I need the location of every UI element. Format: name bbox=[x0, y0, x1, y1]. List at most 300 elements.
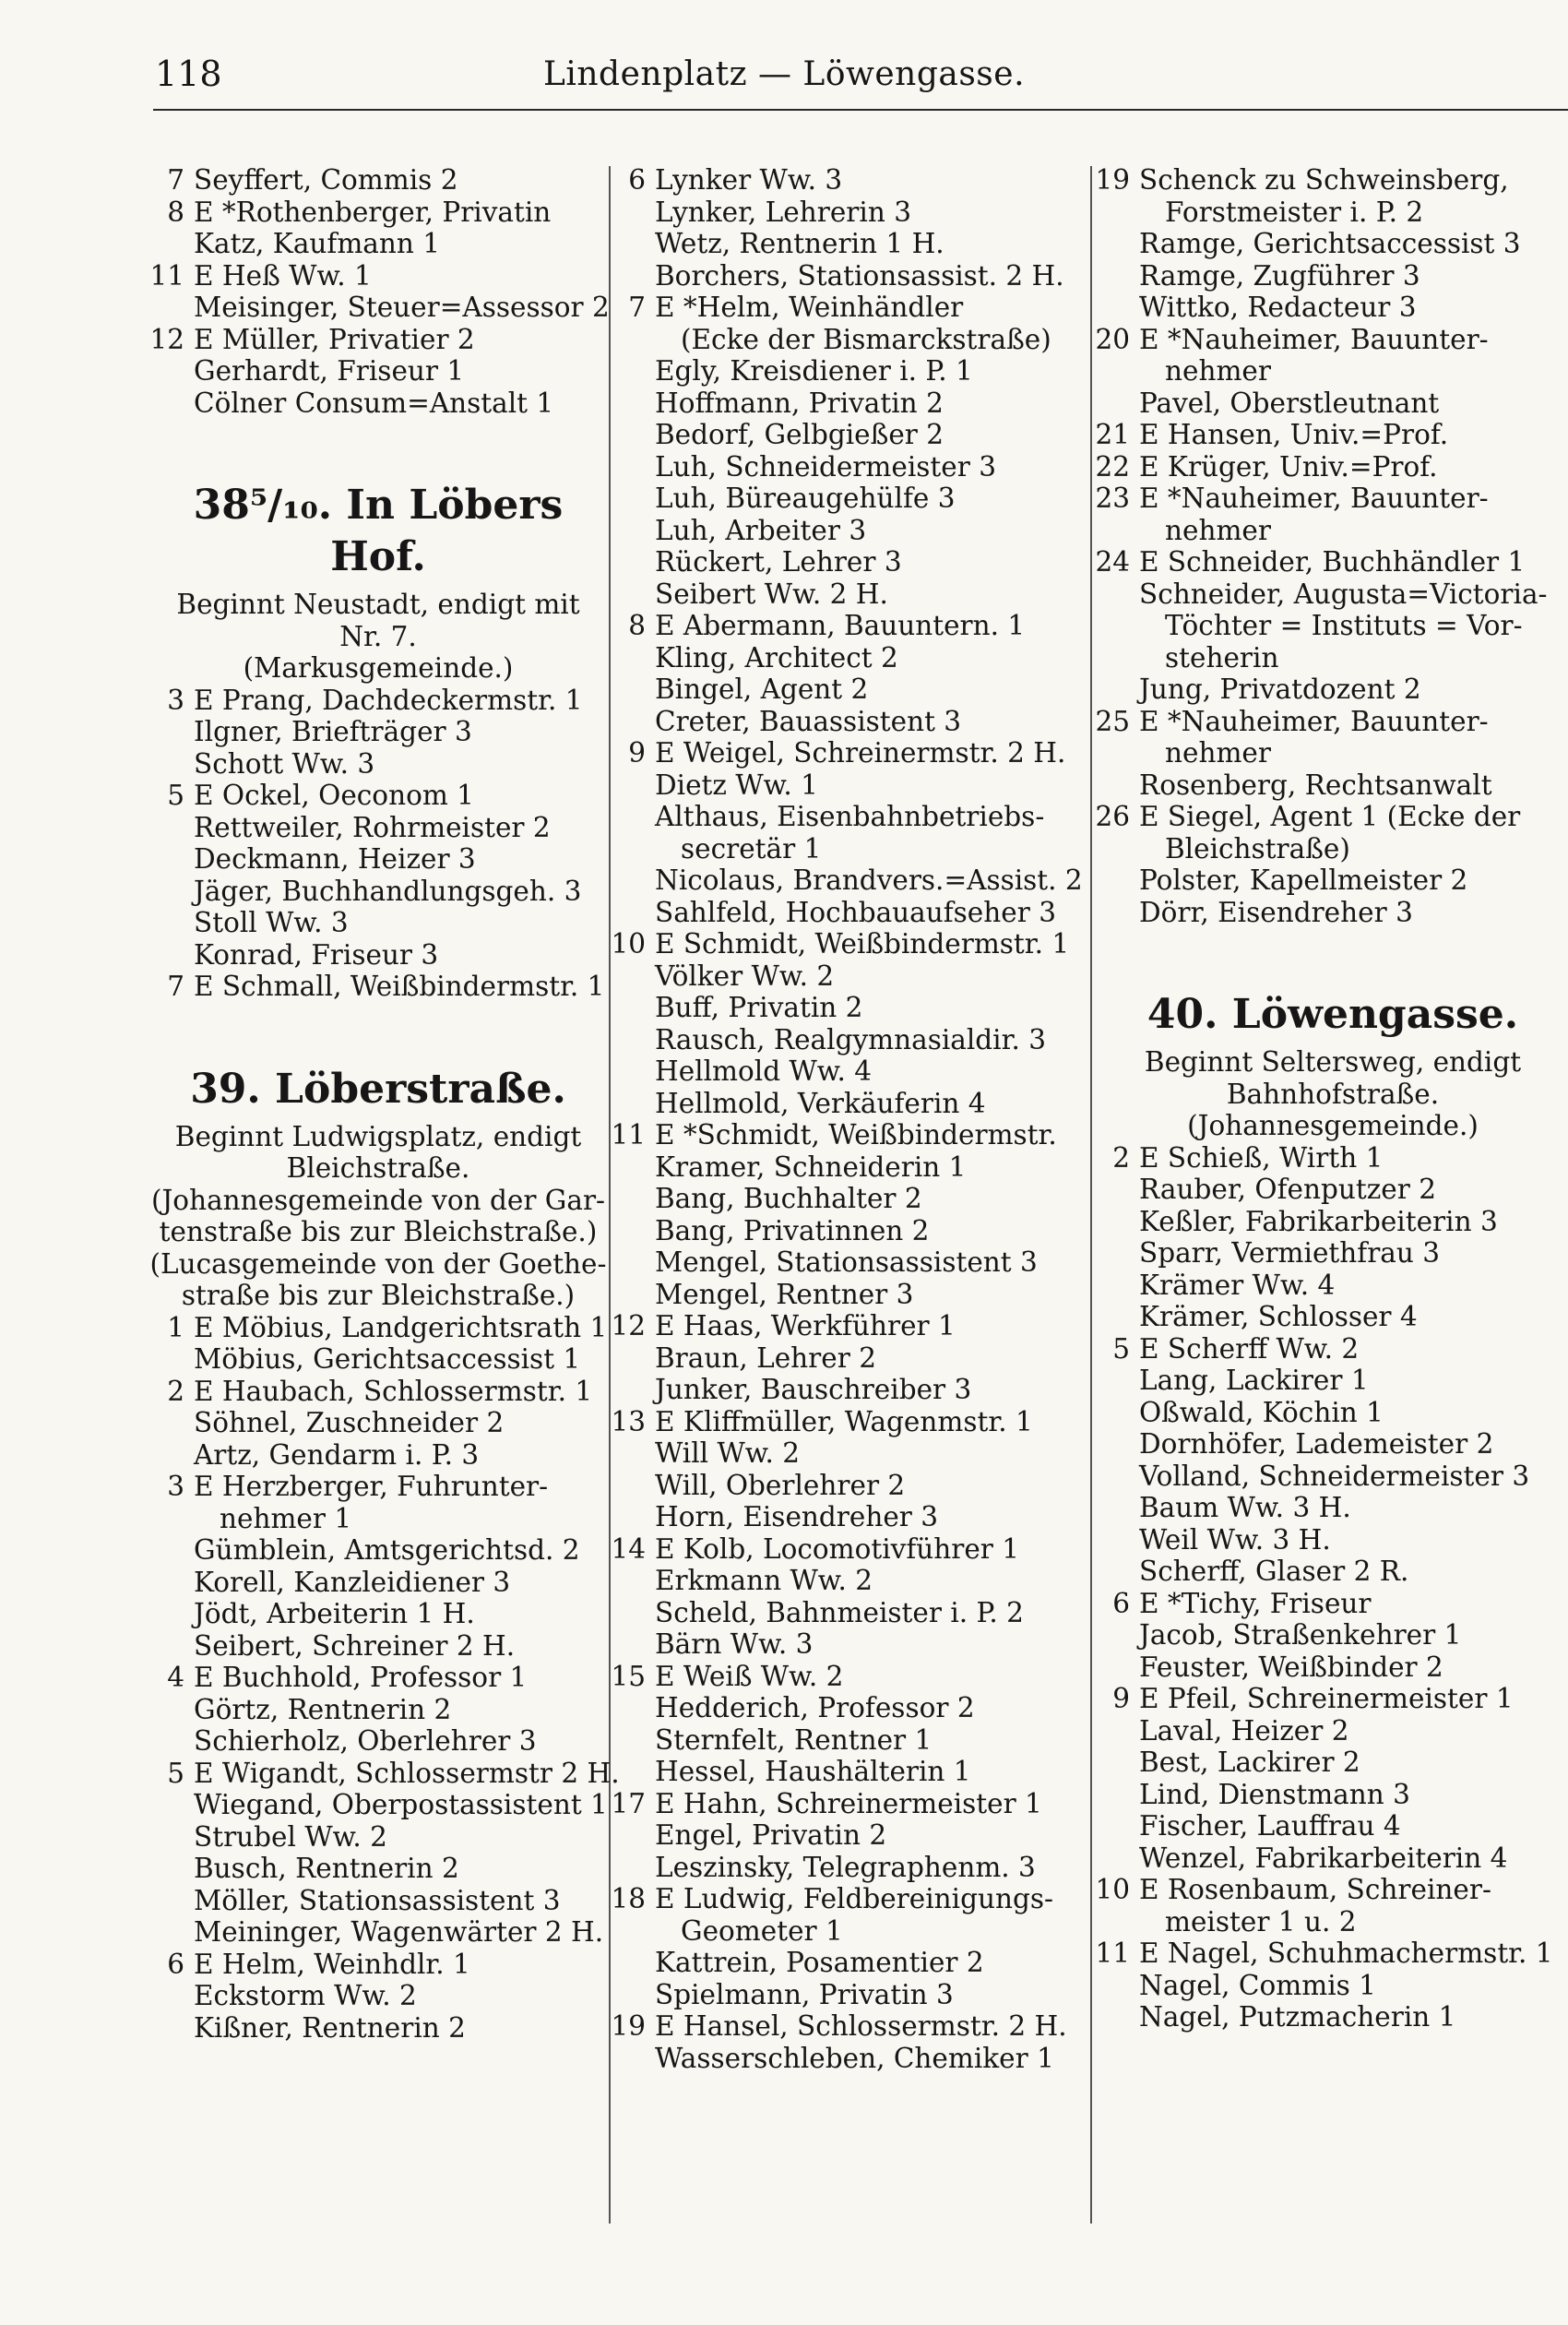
directory-entry bbox=[148, 1503, 609, 1535]
directory-entry bbox=[609, 1692, 1088, 1724]
resident-text: Will, Oberlehrer 2 bbox=[655, 1469, 906, 1501]
resident-text: Jödt, Arbeiterin 1 H. bbox=[194, 1598, 475, 1629]
directory-entry bbox=[609, 164, 1088, 197]
resident-text: Junker, Bauschreiber 3 bbox=[655, 1374, 972, 1405]
directory-entry bbox=[609, 1724, 1088, 1757]
directory-entry bbox=[1093, 1810, 1568, 1842]
resident-text: E Nagel, Schuhmachermstr. 1 bbox=[1139, 1938, 1553, 1969]
resident-text: Luh, Schneidermeister 3 bbox=[655, 450, 996, 483]
house-number: 14 bbox=[611, 1532, 646, 1565]
resident-text: Kramer, Schneiderin 1 bbox=[655, 1151, 967, 1183]
directory-entry bbox=[609, 1342, 1088, 1375]
directory-entry bbox=[609, 1024, 1088, 1056]
resident-text: Sahlfeld, Hochbauaufseher 3 bbox=[655, 896, 1056, 928]
resident-text: Lynker, Lehrerin 3 bbox=[655, 196, 911, 228]
directory-entry bbox=[1093, 769, 1568, 802]
directory-entry bbox=[1093, 1906, 1568, 1938]
house-number: 11 bbox=[611, 1119, 646, 1151]
directory-entry bbox=[148, 1439, 609, 1472]
resident-text: Möller, Stationsassistent 3 bbox=[194, 1884, 561, 1916]
directory-entry bbox=[148, 748, 609, 781]
directory-entry bbox=[148, 1757, 620, 1790]
directory-entry bbox=[609, 1470, 1088, 1502]
resident-text: Baum Ww. 3 H. bbox=[1139, 1492, 1351, 1523]
directory-entry bbox=[1093, 451, 1568, 483]
resident-text: E Hansel, Schlossermstr. 2 H. bbox=[655, 2010, 1067, 2042]
directory-entry bbox=[148, 939, 609, 972]
directory-entry bbox=[148, 1949, 609, 1981]
directory-entry bbox=[148, 1343, 609, 1376]
column-divider bbox=[1090, 166, 1092, 2224]
resident-text: E Schmidt, Weißbindermstr. 1 bbox=[655, 928, 1070, 960]
house-number: 8 bbox=[628, 610, 646, 641]
directory-entry bbox=[609, 388, 1088, 420]
directory-entry bbox=[148, 197, 609, 229]
resident-text: E *Schmidt, Weißbindermstr. bbox=[655, 1119, 1057, 1151]
directory-entry bbox=[1093, 164, 1568, 197]
resident-text: Rückert, Lehrer 3 bbox=[655, 546, 902, 578]
directory-entry bbox=[609, 642, 1088, 674]
house-number: 20 bbox=[1095, 323, 1130, 355]
directory-entry bbox=[1093, 1619, 1568, 1651]
directory-entry bbox=[609, 992, 1088, 1024]
resident-text: E Hansen, Univ.=Prof. bbox=[1139, 419, 1449, 450]
resident-text: Sparr, Vermiethfrau 3 bbox=[1139, 1237, 1441, 1269]
directory-entry bbox=[609, 928, 1088, 960]
resident-text: Katz, Kaufmann 1 bbox=[194, 228, 441, 259]
directory-entry bbox=[609, 897, 1088, 929]
directory-entry bbox=[148, 907, 609, 939]
directory-entry bbox=[609, 355, 1088, 388]
directory-entry bbox=[148, 716, 609, 748]
resident-text: Völker Ww. 2 bbox=[655, 960, 835, 992]
resident-text: Pavel, Oberstleutnant bbox=[1139, 387, 1440, 419]
resident-text: Wenzel, Fabrikarbeiterin 4 bbox=[1139, 1842, 1508, 1874]
directory-entry bbox=[609, 324, 1088, 356]
house-number: 7 bbox=[167, 164, 184, 196]
resident-text: Söhnel, Zuschneider 2 bbox=[194, 1407, 505, 1438]
directory-entry bbox=[609, 769, 1088, 802]
spacer bbox=[148, 419, 609, 474]
directory-entry bbox=[1093, 1683, 1568, 1715]
directory-entry bbox=[1093, 1461, 1568, 1493]
resident-text: Ramge, Zugführer 3 bbox=[1139, 259, 1420, 292]
resident-text: Görtz, Rentnerin 2 bbox=[194, 1693, 452, 1725]
directory-entry bbox=[1093, 2001, 1568, 2033]
directory-entry bbox=[609, 2043, 1088, 2075]
directory-entry bbox=[1093, 578, 1568, 611]
resident-text: E Krüger, Univ.=Prof. bbox=[1139, 450, 1438, 483]
section-heading: 38⁵/₁₀. In Löbers Hof. bbox=[193, 482, 564, 580]
directory-entry bbox=[609, 419, 1088, 451]
resident-text: Dörr, Eisendreher 3 bbox=[1139, 896, 1413, 928]
resident-text: Keßler, Fabrikarbeiterin 3 bbox=[1139, 1205, 1498, 1237]
directory-entry bbox=[148, 260, 609, 292]
directory-entry bbox=[609, 228, 1088, 260]
resident-text: Lang, Lackirer 1 bbox=[1139, 1365, 1369, 1396]
resident-text: Best, Lackirer 2 bbox=[1139, 1747, 1360, 1778]
resident-text: Bang, Buchhalter 2 bbox=[655, 1183, 922, 1214]
resident-text: Dornhöfer, Lademeister 2 bbox=[1139, 1428, 1494, 1460]
house-number: 5 bbox=[1112, 1332, 1130, 1365]
directory-entry bbox=[1093, 1333, 1568, 1365]
directory-entry bbox=[609, 292, 1088, 324]
directory-entry bbox=[609, 515, 1088, 547]
directory-entry bbox=[1093, 801, 1568, 833]
directory-entry bbox=[609, 1279, 1088, 1311]
spacer bbox=[148, 1003, 609, 1058]
directory-entry bbox=[609, 1088, 1088, 1120]
resident-text: Jung, Privatdozent 2 bbox=[1139, 674, 1421, 705]
resident-text: E Schieß, Wirth 1 bbox=[1139, 1141, 1384, 1174]
resident-text: Creter, Bauassistent 3 bbox=[655, 705, 962, 737]
resident-text: E Heß Ww. 1 bbox=[194, 259, 372, 292]
resident-text: E Müller, Privatier 2 bbox=[194, 323, 475, 355]
directory-entry bbox=[148, 1916, 609, 1949]
directory-entry bbox=[1093, 1174, 1568, 1206]
resident-text: E Kliffmüller, Wagenmstr. 1 bbox=[655, 1405, 1033, 1437]
resident-text: Artz, Gendarm i. P. 3 bbox=[194, 1438, 480, 1471]
directory-entry bbox=[609, 1628, 1088, 1661]
directory-entry bbox=[609, 1788, 1088, 1820]
section-note: (Johannesgemeinde von der Gar- bbox=[150, 1184, 606, 1216]
directory-entry bbox=[1093, 642, 1568, 674]
resident-text: Nicolaus, Brandvers.=Assist. 2 bbox=[655, 864, 1083, 896]
resident-text: Mengel, Rentner 3 bbox=[655, 1278, 914, 1310]
resident-text: E Weiß Ww. 2 bbox=[655, 1660, 844, 1692]
directory-entry bbox=[148, 292, 609, 324]
directory-entry bbox=[609, 451, 1088, 483]
directory-entry bbox=[1093, 1237, 1568, 1270]
directory-entry bbox=[609, 801, 1088, 833]
resident-text: Geometer 1 bbox=[681, 1914, 843, 1947]
directory-entry bbox=[609, 1055, 1088, 1088]
house-number: 23 bbox=[1095, 483, 1130, 514]
resident-text: Rauber, Ofenputzer 2 bbox=[1139, 1174, 1436, 1205]
house-number: 7 bbox=[628, 292, 646, 323]
directory-entry bbox=[1093, 1651, 1568, 1684]
resident-text: Jäger, Buchhandlungsgeh. 3 bbox=[194, 875, 582, 907]
house-number: 2 bbox=[1112, 1141, 1130, 1174]
directory-entry bbox=[609, 1852, 1088, 1884]
resident-text: Konrad, Friseur 3 bbox=[194, 938, 439, 971]
directory-entry bbox=[1093, 1524, 1568, 1556]
resident-text: Bingel, Agent 2 bbox=[655, 674, 869, 705]
resident-text: Möbius, Gerichtsaccessist 1 bbox=[194, 1343, 581, 1375]
resident-text: meister 1 u. 2 bbox=[1165, 1905, 1357, 1938]
directory-entry bbox=[148, 1567, 609, 1599]
directory-entry bbox=[609, 1374, 1088, 1406]
resident-text: E Weigel, Schreinermstr. 2 H. bbox=[655, 737, 1066, 769]
directory-entry bbox=[1093, 674, 1568, 706]
directory-entry bbox=[148, 1789, 609, 1821]
column-left bbox=[148, 164, 620, 2044]
house-number: 9 bbox=[628, 737, 646, 769]
resident-text: Kißner, Rentnerin 2 bbox=[194, 2011, 466, 2044]
directory-entry bbox=[1093, 737, 1568, 769]
resident-text: E Kolb, Locomotivführer 1 bbox=[655, 1532, 1020, 1565]
directory-entry bbox=[1093, 1842, 1568, 1875]
resident-text: Eckstorm Ww. 2 bbox=[194, 1980, 417, 2011]
section-note: Beginnt Neustadt, endigt mit bbox=[176, 589, 580, 620]
directory-entry bbox=[609, 2010, 1088, 2043]
directory-entry bbox=[1093, 706, 1568, 738]
directory-entry bbox=[1093, 1365, 1568, 1397]
resident-text: E Möbius, Landgerichtsrath 1 bbox=[194, 1311, 608, 1343]
directory-entry bbox=[148, 1598, 609, 1630]
directory-entry bbox=[148, 1821, 609, 1854]
page-number: 118 bbox=[155, 54, 222, 94]
house-number: 25 bbox=[1095, 705, 1130, 737]
house-number: 12 bbox=[611, 1310, 646, 1341]
directory-entry bbox=[609, 1501, 1088, 1533]
directory-entry bbox=[609, 737, 1088, 769]
resident-text: Borchers, Stationsassist. 2 H. bbox=[655, 259, 1064, 292]
resident-text: Erkmann Ww. 2 bbox=[655, 1565, 873, 1596]
resident-text: Deckmann, Heizer 3 bbox=[194, 843, 476, 875]
resident-text: E *Nauheimer, Bauunter- bbox=[1139, 483, 1489, 514]
resident-text: Krämer Ww. 4 bbox=[1139, 1269, 1336, 1301]
section-note: Nr. 7. bbox=[339, 620, 417, 652]
resident-text: E Abermann, Bauuntern. 1 bbox=[655, 610, 1026, 641]
header-rule bbox=[153, 109, 1568, 111]
resident-text: Spielmann, Privatin 3 bbox=[655, 1978, 954, 2010]
resident-text: Polster, Kapellmeister 2 bbox=[1139, 864, 1468, 896]
resident-text: Cölner Consum=Anstalt 1 bbox=[194, 387, 554, 419]
resident-text: secretär 1 bbox=[681, 832, 822, 864]
resident-text: Korell, Kanzleidiener 3 bbox=[194, 1566, 511, 1598]
resident-text: E Buchhold, Professor 1 bbox=[194, 1662, 528, 1693]
directory-entry bbox=[609, 864, 1088, 897]
directory-entry bbox=[1093, 1492, 1568, 1524]
resident-text: Lynker Ww. 3 bbox=[655, 164, 843, 196]
resident-text: E *Tichy, Friseur bbox=[1139, 1587, 1372, 1619]
directory-entry bbox=[609, 1756, 1088, 1788]
directory-entry bbox=[609, 1883, 1088, 1915]
resident-text: Meisinger, Steuer=Assessor 2 bbox=[194, 292, 610, 323]
directory-entry bbox=[609, 960, 1088, 993]
resident-text: Weil Ww. 3 H. bbox=[1139, 1523, 1331, 1556]
directory-entry bbox=[148, 1312, 609, 1344]
resident-text: Scherff, Glaser 2 R. bbox=[1139, 1556, 1409, 1587]
house-number: 15 bbox=[611, 1660, 646, 1692]
resident-text: Mengel, Stationsassistent 3 bbox=[655, 1246, 1038, 1278]
section-heading: 40. Löwengasse. bbox=[1146, 991, 1519, 1038]
resident-text: Stoll Ww. 3 bbox=[194, 907, 349, 938]
directory-entry bbox=[1093, 260, 1568, 292]
directory-entry bbox=[148, 1662, 609, 1694]
section-note: Beginnt Ludwigsplatz, endigt bbox=[174, 1120, 582, 1152]
directory-entry bbox=[1093, 197, 1568, 229]
directory-entry bbox=[609, 578, 1088, 611]
house-number: 19 bbox=[611, 2010, 646, 2042]
resident-text: Gümblein, Amtsgerichtsd. 2 bbox=[194, 1534, 580, 1566]
directory-entry bbox=[148, 228, 609, 260]
house-number: 1 bbox=[167, 1311, 184, 1343]
directory-entry bbox=[1093, 355, 1568, 388]
directory-entry bbox=[609, 1183, 1088, 1215]
directory-entry bbox=[1093, 546, 1568, 578]
resident-text: Scheld, Bahnmeister i. P. 2 bbox=[655, 1596, 1024, 1628]
directory-entry bbox=[609, 1151, 1088, 1184]
house-number: 10 bbox=[1095, 1874, 1130, 1905]
directory-entry bbox=[1093, 1715, 1568, 1747]
directory-entry bbox=[1093, 515, 1568, 547]
directory-entry bbox=[609, 610, 1088, 642]
resident-text: Meininger, Wagenwärter 2 H. bbox=[194, 1916, 604, 1948]
directory-entry bbox=[148, 1853, 609, 1885]
directory-entry bbox=[609, 1215, 1088, 1247]
resident-text: E *Rothenberger, Privatin bbox=[194, 196, 552, 228]
resident-text: Schott Ww. 3 bbox=[194, 747, 375, 780]
directory-entry bbox=[1093, 1142, 1568, 1174]
resident-text: E Rosenbaum, Schreiner- bbox=[1139, 1874, 1491, 1905]
resident-text: Wasserschleben, Chemiker 1 bbox=[655, 2042, 1054, 2074]
section-note: tenstraße bis zur Bleichstraße.) bbox=[159, 1216, 598, 1247]
directory-entry bbox=[1093, 228, 1568, 260]
house-number: 6 bbox=[167, 1948, 184, 1980]
directory-entry bbox=[609, 706, 1088, 738]
page-title: Lindenplatz — Löwengasse. bbox=[542, 55, 1026, 93]
directory-entry bbox=[1093, 1938, 1568, 1970]
directory-entry bbox=[609, 1406, 1088, 1438]
resident-text: E Haas, Werkführer 1 bbox=[655, 1310, 956, 1341]
resident-text: Bang, Privatinnen 2 bbox=[655, 1214, 930, 1246]
resident-text: steherin bbox=[1165, 641, 1279, 674]
resident-text: Luh, Arbeiter 3 bbox=[655, 514, 867, 546]
house-number: 2 bbox=[167, 1375, 184, 1407]
directory-entry bbox=[1093, 324, 1568, 356]
directory-entry bbox=[609, 1437, 1088, 1470]
directory-entry bbox=[609, 1947, 1088, 1979]
section-note: (Johannesgemeinde.) bbox=[1187, 1110, 1479, 1141]
resident-text: Jacob, Straßenkehrer 1 bbox=[1139, 1619, 1462, 1651]
directory-entry bbox=[609, 1119, 1088, 1151]
resident-text: Engel, Privatin 2 bbox=[655, 1819, 887, 1851]
directory-entry bbox=[148, 1885, 609, 1917]
directory-entry bbox=[148, 1694, 609, 1726]
resident-text: Oßwald, Köchin 1 bbox=[1139, 1396, 1384, 1428]
house-number: 10 bbox=[611, 928, 646, 960]
house-number: 24 bbox=[1095, 546, 1130, 578]
resident-text: nehmer bbox=[1165, 514, 1271, 546]
section-note: Beginnt Seltersweg, endigt bbox=[1144, 1046, 1522, 1078]
directory-entry bbox=[1093, 1588, 1568, 1620]
resident-text: nehmer bbox=[1165, 737, 1271, 769]
resident-text: Bärn Ww. 3 bbox=[655, 1628, 814, 1660]
directory-entry bbox=[148, 1407, 609, 1439]
resident-text: E Haubach, Schlossermstr. 1 bbox=[194, 1375, 593, 1407]
directory-entry bbox=[148, 2012, 609, 2045]
resident-text: Schneider, Augusta=Victoria- bbox=[1139, 578, 1548, 610]
resident-text: E Siegel, Agent 1 (Ecke der bbox=[1139, 801, 1521, 832]
directory-entry bbox=[148, 388, 609, 420]
house-number: 19 bbox=[1095, 164, 1130, 196]
directory-entry bbox=[609, 1819, 1088, 1852]
directory-entry bbox=[1093, 1270, 1568, 1302]
directory-entry bbox=[1093, 1206, 1568, 1238]
resident-text: Hellmold Ww. 4 bbox=[655, 1055, 873, 1087]
directory-entry bbox=[148, 843, 609, 876]
resident-text: Nagel, Putzmacherin 1 bbox=[1139, 2001, 1456, 2033]
resident-text: nehmer 1 bbox=[220, 1502, 352, 1534]
resident-text: Kattrein, Posamentier 2 bbox=[655, 1947, 984, 1978]
resident-text: E Scherff Ww. 2 bbox=[1139, 1332, 1360, 1365]
house-number: 21 bbox=[1095, 419, 1130, 450]
directory-entry bbox=[148, 1471, 609, 1503]
house-number: 18 bbox=[611, 1883, 646, 1914]
resident-text: Busch, Rentnerin 2 bbox=[194, 1853, 459, 1884]
house-number: 6 bbox=[628, 164, 646, 196]
resident-text: Lind, Dienstmann 3 bbox=[1139, 1778, 1410, 1810]
resident-text: E Herzberger, Fuhrunter- bbox=[194, 1471, 549, 1502]
resident-text: Horn, Eisendreher 3 bbox=[655, 1501, 939, 1532]
house-number: 4 bbox=[167, 1662, 184, 1693]
resident-text: Wetz, Rentnerin 1 H. bbox=[655, 228, 944, 259]
resident-text: Althaus, Eisenbahnbetriebs- bbox=[655, 801, 1045, 832]
house-number: 22 bbox=[1095, 450, 1130, 483]
resident-text: Volland, Schneidermeister 3 bbox=[1139, 1460, 1530, 1492]
resident-text: Hedderich, Professor 2 bbox=[655, 1692, 975, 1723]
directory-entry bbox=[609, 674, 1088, 706]
resident-text: E *Helm, Weinhändler bbox=[655, 292, 964, 323]
directory-entry bbox=[148, 780, 609, 812]
resident-text: Leszinsky, Telegraphenm. 3 bbox=[655, 1851, 1036, 1883]
resident-text: Ramge, Gerichtsaccessist 3 bbox=[1139, 228, 1521, 259]
resident-text: Seibert, Schreiner 2 H. bbox=[194, 1629, 516, 1662]
resident-text: Hellmold, Verkäuferin 4 bbox=[655, 1087, 986, 1119]
house-number: 26 bbox=[1095, 801, 1130, 832]
resident-text: E Helm, Weinhdlr. 1 bbox=[194, 1948, 470, 1980]
resident-text: Bleichstraße) bbox=[1165, 832, 1350, 864]
resident-text: Schierholz, Oberlehrer 3 bbox=[194, 1725, 537, 1757]
resident-text: Ilgner, Briefträger 3 bbox=[194, 716, 472, 747]
directory-entry bbox=[148, 1534, 609, 1567]
directory-entry bbox=[609, 1533, 1088, 1566]
column-middle bbox=[609, 164, 1088, 2074]
resident-text: E Ludwig, Feldbereinigungs- bbox=[655, 1883, 1053, 1914]
resident-text: Braun, Lehrer 2 bbox=[655, 1341, 876, 1374]
resident-text: Gerhardt, Friseur 1 bbox=[194, 355, 465, 387]
resident-text: E *Nauheimer, Bauunter- bbox=[1139, 705, 1489, 737]
directory-entry bbox=[609, 1310, 1088, 1342]
directory-entry bbox=[609, 1915, 1088, 1948]
resident-text: Rettweiler, Rohrmeister 2 bbox=[194, 811, 551, 843]
directory-entry bbox=[1093, 292, 1568, 324]
column-right bbox=[1093, 164, 1568, 2033]
directory-entry bbox=[609, 833, 1088, 865]
resident-text: Bedorf, Gelbgießer 2 bbox=[655, 419, 944, 450]
resident-text: Hoffmann, Privatin 2 bbox=[655, 387, 944, 419]
spacer bbox=[1093, 928, 1568, 984]
directory-entry bbox=[1093, 1428, 1568, 1461]
section-note: Bahnhofstraße. bbox=[1226, 1078, 1440, 1110]
directory-entry bbox=[1093, 864, 1568, 897]
house-number: 11 bbox=[1095, 1938, 1130, 1969]
directory-entry bbox=[1093, 419, 1568, 451]
resident-text: Wiegand, Oberpostassistent 1 bbox=[194, 1789, 608, 1820]
resident-text: Rausch, Realgymnasialdir. 3 bbox=[655, 1023, 1046, 1055]
directory-entry bbox=[1093, 833, 1568, 865]
resident-text: E Wigandt, Schlossermstr 2 H. bbox=[194, 1757, 620, 1789]
section-note: (Markusgemeinde.) bbox=[243, 652, 514, 684]
resident-text: Seyffert, Commis 2 bbox=[194, 164, 458, 196]
directory-entry bbox=[609, 197, 1088, 229]
resident-text: Wittko, Redacteur 3 bbox=[1139, 292, 1417, 323]
directory-entry bbox=[1093, 1301, 1568, 1333]
house-number: 17 bbox=[611, 1787, 646, 1819]
directory-entry bbox=[1093, 388, 1568, 420]
